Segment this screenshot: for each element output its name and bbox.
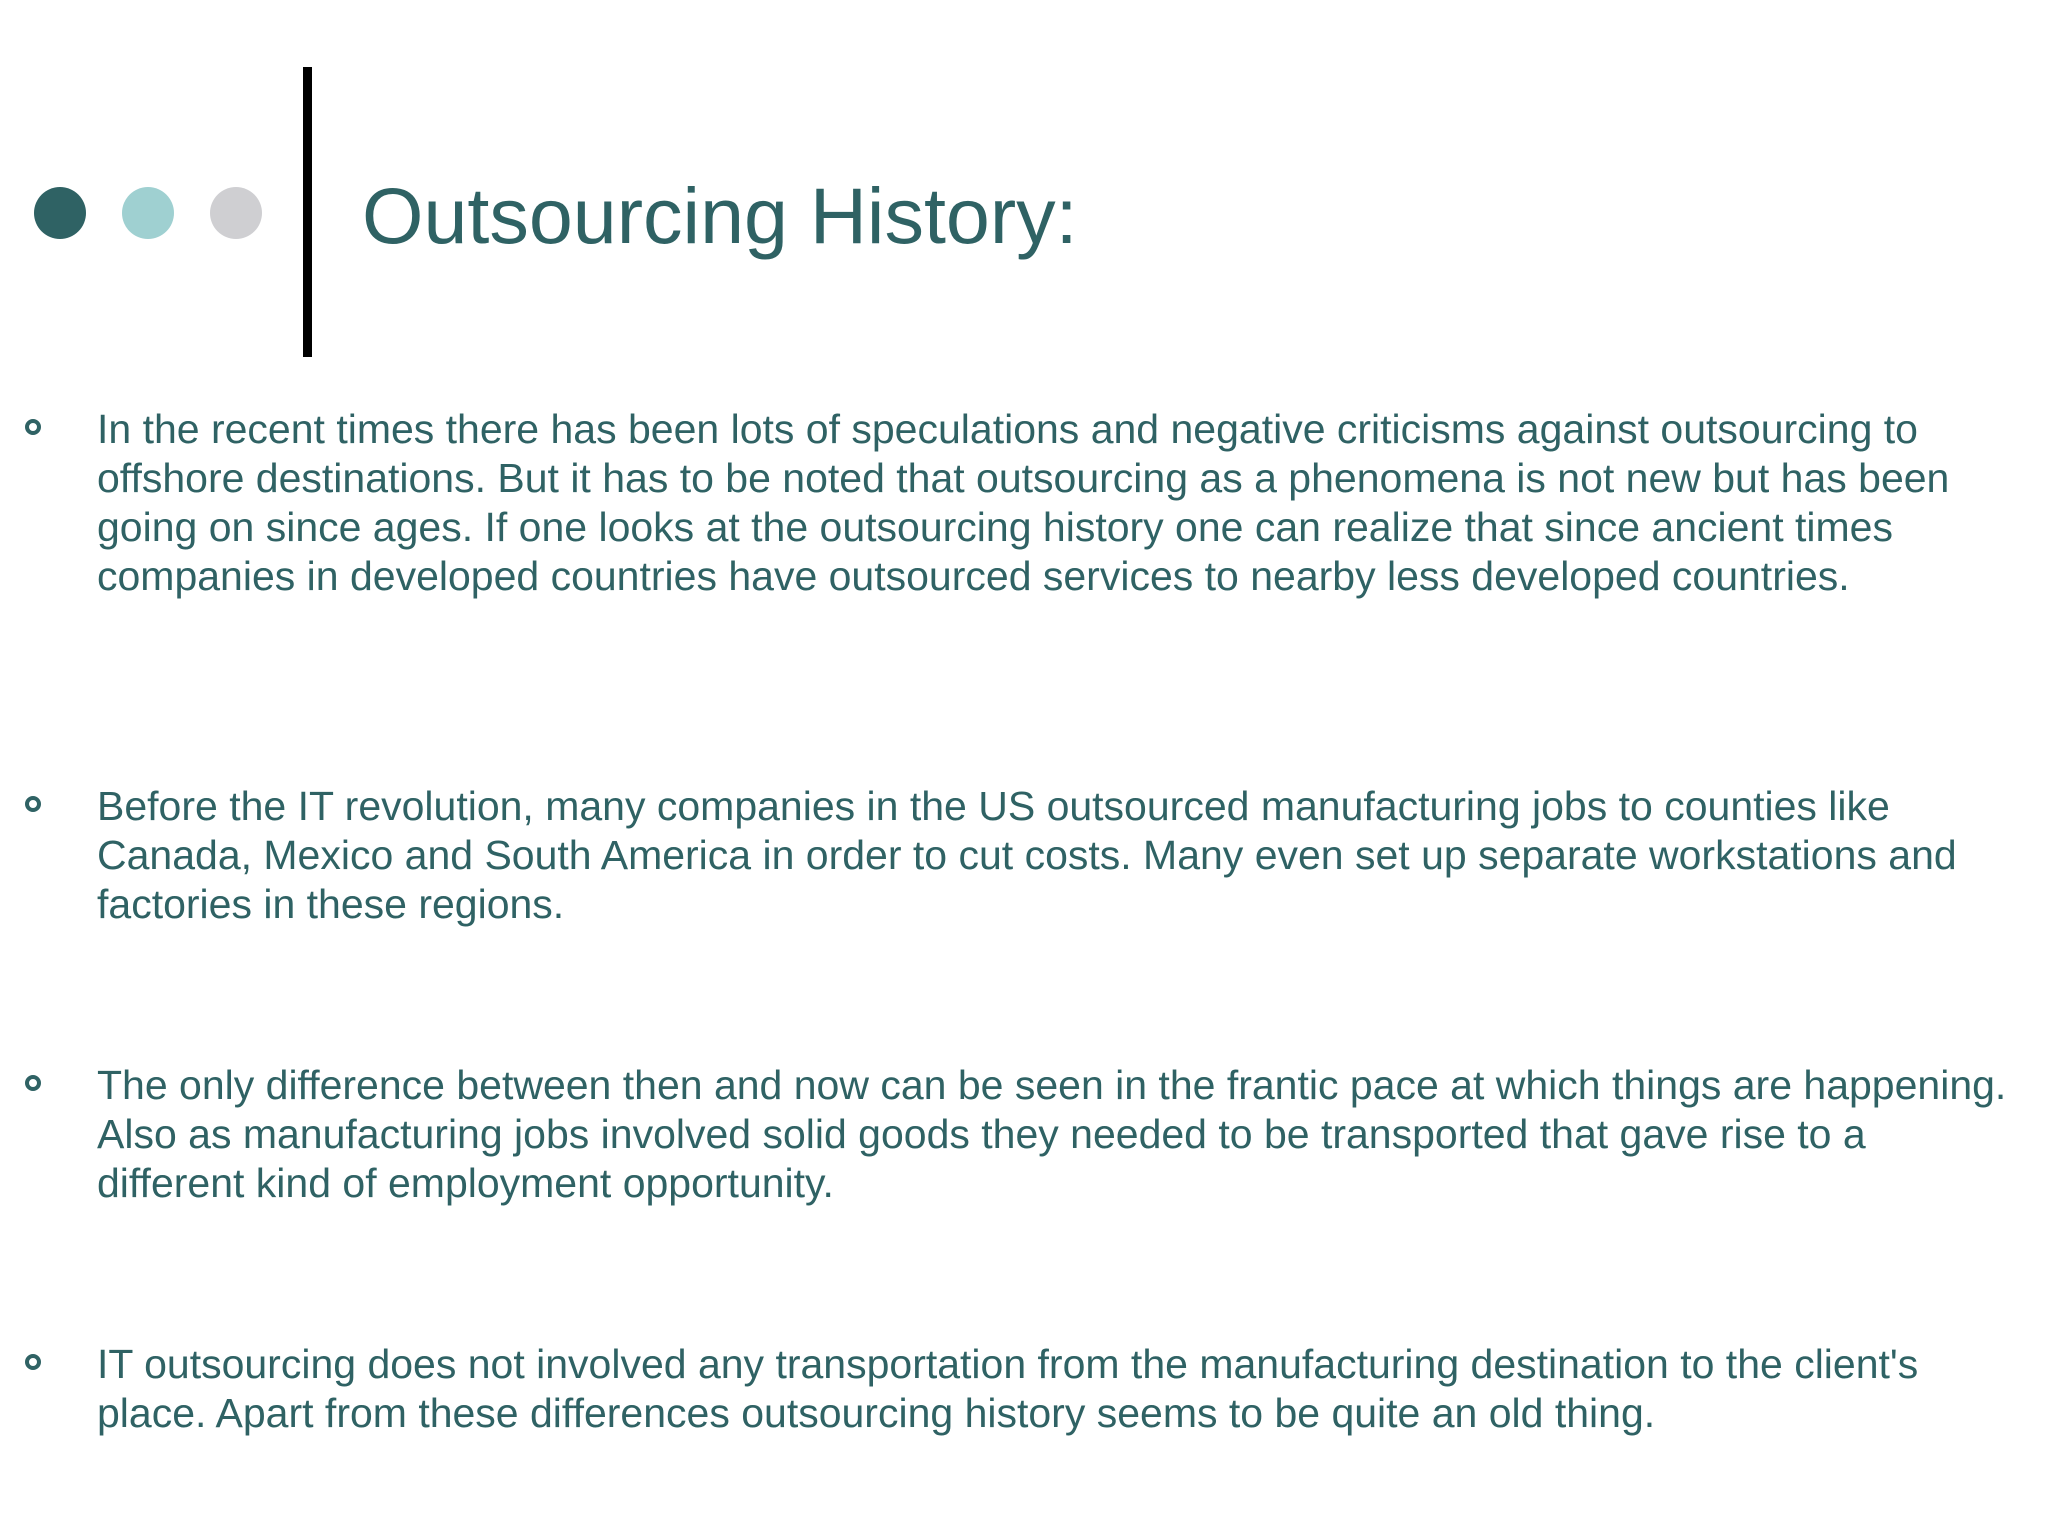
- dot-dark-icon: [34, 187, 86, 239]
- decorative-dots: [34, 187, 262, 239]
- bullet-text: Before the IT revolution, many companies in the US outsourced manufacturing jobs to counties like Canada, Mexico and South America in order to cut costs. Many even set up separate workstations and factories in these regions.: [97, 783, 1957, 927]
- bullet-text: The only difference between then and now can be seen in the frantic pace at which things are happening. Also as manufacturing jobs involved solid goods they needed to be transported that gave rise to a different kind of employment opportunity.: [97, 1062, 2007, 1206]
- dot-light-teal-icon: [122, 187, 174, 239]
- dot-gray-icon: [210, 187, 262, 239]
- bullet-circle-icon: [25, 1075, 41, 1091]
- bullet-circle-icon: [25, 796, 41, 812]
- slide-title: Outsourcing History:: [362, 171, 1078, 260]
- bullet-circle-icon: [25, 419, 41, 435]
- bullet-text: In the recent times there has been lots of speculations and negative criticisms against outsourcing to offshore destinations. But it has to be noted that outsourcing as a phenomena is not new but has been going on since ages. If one looks at the outsourcing history one can realize that since ancient times companies in developed countries have outsourced services to nearby less developed countries.: [97, 406, 1950, 599]
- title-divider: [303, 67, 312, 357]
- bullet-text: IT outsourcing does not involved any transportation from the manufacturing destination to the client's place. Apart from these differences outsourcing history seems to be quite an old thing.: [97, 1341, 1919, 1436]
- bullet-circle-icon: [25, 1354, 41, 1370]
